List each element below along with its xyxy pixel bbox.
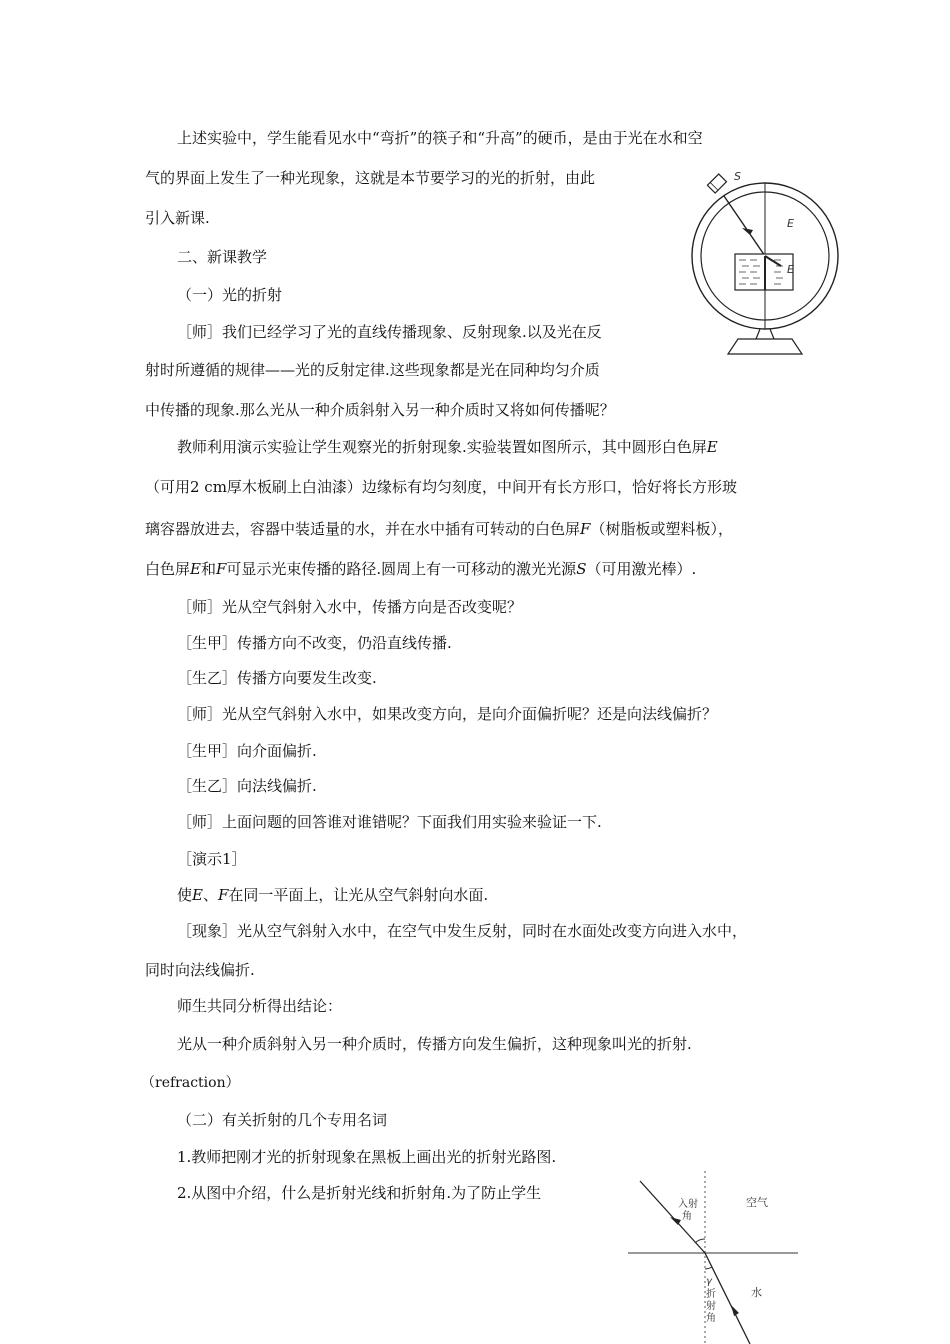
dialogue-teacher-2: ［师］光从空气斜射入水中，如果改变方向，是向介面偏折呢？还是向法线偏折？	[177, 705, 718, 723]
dialogue-teacher-3: ［师］上面问题的回答谁对谁错呢？下面我们用实验来验证一下.	[177, 813, 602, 831]
refraction-angle-arc	[705, 1267, 712, 1269]
label-refraction-1: 折	[706, 1289, 716, 1300]
label-s: S	[734, 170, 741, 183]
subsection-heading-2: （二）有关折射的几个专用名词	[177, 1111, 388, 1129]
beam-arrow-icon	[742, 228, 753, 235]
dialogue-student-yi-1: ［生乙］传播方向要发生改变.	[177, 669, 377, 687]
demo-desc-text: 璃容器放进去，容器中装适量的水，并在水中插有可转动的白色屏	[145, 520, 581, 538]
section-heading-2: 二、新课教学	[177, 248, 268, 266]
label-water: 水	[751, 1286, 762, 1299]
incident-beam	[724, 196, 765, 256]
apparatus-stand-right	[770, 329, 774, 339]
list-item-1: 1.教师把刚才光的折射现象在黑板上画出光的折射光路图.	[177, 1148, 557, 1166]
intro-line-2: 气的界面上发生了一种光现象，这就是本节要学习的光的折射，由此	[145, 169, 596, 187]
subsection-heading-1: （一）光的折射	[177, 286, 283, 304]
label-gamma: γ	[706, 1276, 712, 1287]
demo-desc-line-4	[145, 559, 696, 579]
refraction-apparatus-figure	[680, 158, 850, 358]
demo-1-heading: ［演示1］	[177, 850, 247, 868]
teacher-line-2: 射时所遵循的规律——光的反射定律.这些现象都是光在同种均匀介质	[145, 361, 600, 379]
demo-desc-text: 可显示光束传播的路径.圆周上有一可移动的激光光源	[226, 560, 577, 578]
symbol-f: F	[580, 520, 591, 538]
refraction-ray-diagram	[620, 1169, 810, 1344]
demo-1-text	[177, 885, 488, 905]
dialogue-student-yi-2: ［生乙］向法线偏折.	[177, 777, 317, 795]
symbol-e: E	[190, 560, 201, 578]
symbol-f: F	[217, 886, 229, 904]
symbol-e: E	[706, 438, 718, 456]
apparatus-base	[728, 339, 802, 354]
demo-desc-line-2: （可用2 cm厚木板刷上白油漆）边缘标有均匀刻度，中间开有长方形口，恰好将长方形玻	[145, 478, 737, 496]
phenomenon-line-2: 同时向法线偏折.	[145, 961, 255, 979]
intro-line-3: 引入新课.	[145, 209, 210, 227]
label-incident-angle: 角	[682, 1211, 692, 1222]
dialogue-student-jia-2: ［生甲］向介面偏折.	[177, 742, 317, 760]
dialogue-teacher-1: ［师］光从空气斜射入水中，传播方向是否改变呢？	[177, 598, 523, 616]
apparatus-stand-left	[756, 329, 760, 339]
symbol-e: E	[192, 886, 203, 904]
symbol-s: S	[576, 560, 587, 578]
refracted-arrow-icon	[731, 1305, 739, 1316]
laser-source-icon	[707, 174, 726, 193]
demo-desc-line-3	[145, 519, 733, 539]
demo-desc-text: 和	[200, 560, 216, 578]
phenomenon-line-1: ［现象］光从空气斜射入水中，在空气中发生反射，同时在水面处改变方向进入水中，	[177, 922, 748, 940]
label-air: 空气	[746, 1196, 768, 1209]
label-e-lower: E	[787, 263, 794, 276]
dialogue-student-jia-1: ［生甲］传播方向不改变，仍沿直线传播.	[177, 634, 452, 652]
demo-1-text-part: 在同一平面上，让光从空气斜射向水面.	[228, 886, 489, 904]
demo-desc-line-1	[177, 437, 718, 457]
demo-desc-text: 白色屏	[145, 560, 191, 578]
demo-1-text-part: 使	[177, 886, 193, 904]
definition-line-1: 光从一种介质斜射入另一种介质时，传播方向发生偏折，这种现象叫光的折射.	[177, 1035, 692, 1053]
conclusion-intro: 师生共同分析得出结论：	[177, 997, 343, 1015]
intro-line-1: 上述实验中，学生能看见水中“弯折”的筷子和“升高”的硬币，是由于光在水和空	[177, 129, 703, 147]
incidence-angle-arc	[695, 1239, 705, 1243]
label-refraction-3: 角	[706, 1313, 716, 1324]
demo-desc-text: 教师利用演示实验让学生观察光的折射现象.实验装置如图所示，其中圆形白色屏	[177, 438, 707, 456]
demo-desc-text: （可用激光棒）.	[586, 560, 697, 578]
definition-line-2: （refraction）	[141, 1075, 240, 1091]
label-incident: 入射	[678, 1199, 698, 1210]
label-refraction-2: 射	[706, 1301, 716, 1312]
symbol-f: F	[215, 560, 227, 578]
teacher-line-3: 中传播的现象.那么光从一种介质斜射入另一种介质时又将如何传播呢？	[145, 401, 615, 419]
list-item-2: 2.从图中介绍，什么是折射光线和折射角.为了防止学生	[177, 1184, 542, 1202]
teacher-line-1: ［师］我们已经学习了光的直线传播现象、反射现象.以及光在反	[177, 323, 602, 341]
label-e-upper: E	[787, 217, 794, 230]
demo-desc-text: （树脂板或塑料板），	[590, 520, 733, 538]
demo-1-text-part: 、	[202, 886, 218, 904]
